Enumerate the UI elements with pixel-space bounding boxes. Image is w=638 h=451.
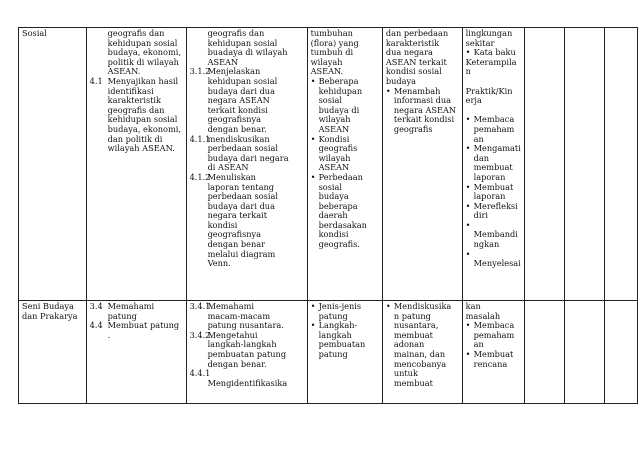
item-text: buadaya di wilayah [207,47,288,58]
item-line: • Menambah [393,85,441,96]
item-text: karakteristik [107,95,162,106]
item-text: patung [107,310,137,321]
item-line: mencobanya [393,358,447,369]
item-text: Menyajikan hasil [107,75,179,86]
item-text: geografis dan [207,28,265,38]
item-text: perbedaan sosial [207,191,278,202]
subject-cell [19,301,87,404]
item-line: kondisi [318,229,349,240]
item-text: Memahami [107,301,155,311]
list-item [466,302,521,321]
item-line: • Membandi [473,229,518,240]
penilaian-cell [462,28,524,301]
item-line: sekitar [465,37,495,48]
list-item [466,29,521,48]
materi-cell [307,301,382,404]
item-number: 3.4 [89,301,103,311]
item-text: terkait kondisi [207,104,268,115]
item-line: untuk [393,368,418,379]
item-text: Menjelaskan [207,66,261,77]
item-number: 4.4.1 [189,368,211,379]
item-line: sosial [318,181,343,192]
item-line: n [465,66,471,77]
item-number: 4.4 [89,320,103,331]
item-text: budaya, ekonomi, [107,47,181,58]
item-number: 4.1.2 [189,171,211,182]
item-number: 3.1.2 [189,66,211,77]
item-line: terkait kondisi [393,114,455,125]
item-line: tumbuh di [310,47,354,58]
item-line: patung [318,310,348,321]
item-line: mainan, dan [393,348,446,359]
item-text: dan politik di [107,133,163,144]
item-line: wilayah [318,152,351,163]
penilaian-cell [462,301,524,404]
item-text: mendiskusikan [207,133,270,144]
item-text: kehidupan sosial [107,37,178,48]
item-text: macam-macam [207,310,271,321]
item-text: negara ASEAN [207,95,270,106]
item-line: membuat [393,329,433,340]
item-line: geografis [318,143,358,154]
item-line: karakteristik [385,37,440,48]
item-text: ASEAN [207,56,239,67]
item-line: negara ASEAN [393,104,457,115]
kd-cell [86,301,186,404]
item-text: kehidupan sosial [207,37,278,48]
item-text: patung nusantara. [207,320,284,331]
subject-label: dan Prakarya [22,310,78,321]
item-number: 3.4.2. [189,329,213,340]
bullet-item [466,183,521,202]
item-line: dan perbedaan [385,28,449,38]
item-line: Praktik/Kin [465,85,513,96]
item-line: • Membuat [473,348,514,359]
item-text: negara terkait [207,210,268,221]
item-line: adonan [393,339,425,350]
bullet-item [311,302,379,321]
item-line: laporan [473,171,506,182]
list-item [386,29,459,87]
item-line: • Membaca [473,320,515,331]
item-text: Memahami [207,301,254,311]
item-line: pemaham [473,123,515,134]
item-line: ngkan [473,239,500,250]
kd-cell [86,28,186,301]
item-text: melalui diagram [207,248,276,259]
item-line: budaya [385,75,416,86]
item-line: kehidupan [318,85,363,96]
item-number: 4.1 [89,75,103,86]
item-line: rencana [473,358,508,369]
subject-label: Sosial [22,28,47,38]
subject-label: Seni Budaya [22,301,74,311]
item-text: Venn. [207,258,231,269]
item-line: Keterampila [465,56,517,67]
item-line: • Merefleksi [473,200,518,211]
empty-cell [564,28,604,301]
item-text: geografis dan [107,28,165,38]
item-line: diri [473,210,489,221]
item-line: berdasakan [318,219,367,230]
bullet-item [466,202,521,221]
item-line: • Jenis-jenis [318,301,362,311]
item-line: nusantara, [393,320,439,331]
item-text: langkah-langkah [207,339,277,350]
item-line: membuat [393,377,433,388]
bullet-item [466,115,521,144]
item-text: identifikasi [107,85,154,96]
table-row [19,301,638,404]
item-line: ASEAN [318,162,350,173]
bullet-item [311,321,379,359]
item-line: • Membaca [473,114,515,125]
bullet-item [466,221,521,250]
item-line: wilayah [310,56,343,67]
item-line: pembuatan [318,339,366,350]
empty-cell [604,301,637,404]
item-text: Menuliskan [207,171,256,182]
item-line: an [473,339,484,350]
text-line [190,379,304,389]
item-text: kehidupan sosial [107,114,178,125]
item-text: dengan benar. [207,123,267,134]
item-line: patung [318,348,348,359]
item-line: geografis. [318,239,360,250]
item-line: (flora) yang [310,37,359,48]
item-line: masalah [465,310,501,321]
item-text: Membuat patung [107,320,180,331]
item-line: • Mengamati [473,143,521,154]
lesson-plan-table [18,27,638,404]
item-text: geografisnya [207,229,262,240]
item-line: pemaham [473,329,515,340]
item-text: wilayah ASEAN. [107,143,175,154]
bullet-item [386,87,459,135]
item-line: • Kata baku [473,47,516,58]
item-text: geografis dan [107,104,165,115]
item-text: kehidupan sosial [207,75,278,86]
item-text: laporan tentang [207,181,274,192]
indikator-cell [186,28,307,301]
item-text: . [107,329,111,340]
item-line: membuat [473,162,513,173]
item-text: dengan benar [207,239,266,250]
item-text: dengan benar. [207,358,267,369]
item-line: dan [473,152,490,163]
bullet-item [386,302,459,388]
empty-cell [564,301,604,404]
item-text: pembuatan patung [207,348,287,359]
item-line: sosial [318,95,343,106]
item-text: perbedaan sosial [207,143,278,154]
item-text: budaya dari dua [207,85,275,96]
item-line: lingkungan [465,28,513,38]
item-number: 3.4.1. [189,301,213,311]
item-line: ASEAN [318,123,350,134]
empty-cell [524,28,564,301]
empty-cell [524,301,564,404]
item-line: langkah [318,329,352,340]
item-line: geografis [393,123,433,134]
text-line [90,144,183,154]
item-line: • Membuat [473,181,514,192]
item-line: erja [465,95,482,106]
item-line: budaya [318,191,349,202]
item-line: tumbuhan [310,28,353,38]
empty-cell [604,28,637,301]
item-line: kan [465,301,481,311]
bullet-item [466,321,521,350]
bullet-item [466,350,521,369]
bullet-item [466,250,521,269]
item-text: kondisi [207,219,238,230]
item-text: geografisnya [207,114,262,125]
item-text: budaya dari dua [207,200,275,211]
item-line: budaya di [318,104,360,115]
item-text: ASEAN. [107,66,141,77]
materi-cell [307,28,382,301]
item-line: • Beberapa [318,75,359,86]
item-text: Mengidentifikasika [207,377,288,388]
list-item [466,58,521,77]
item-line: • Mendiskusika [393,301,452,311]
item-text: politik di wilayah [107,56,179,67]
text-line [190,259,304,269]
item-line: • Langkah- [318,320,358,331]
item-line: kondisi sosial [385,66,442,77]
item-line: laporan [473,191,506,202]
subject-cell [19,28,87,301]
list-item [311,29,379,77]
bullet-item [311,135,379,173]
bullet-item [466,144,521,182]
indikator-cell [186,301,307,404]
item-line: n patung [393,310,431,321]
item-line: • Kondisi [318,133,350,144]
text-line [90,321,183,331]
item-line: ASEAN terkait [385,56,447,67]
item-text: budaya dari negara [207,152,289,163]
item-line: beberapa [318,200,358,211]
item-line: ASEAN. [310,66,344,77]
item-number: 4.1.1 [189,133,211,144]
item-text: budaya, ekonomi, [107,123,181,134]
kegiatan-cell [382,301,462,404]
item-line: informasi dua [393,95,452,106]
table-row [19,28,638,301]
item-line: an [473,133,484,144]
bullet-item [466,48,521,58]
item-line: dua negara [385,47,433,58]
kegiatan-cell [382,28,462,301]
item-text: di ASEAN [207,162,249,173]
item-text: Mengetahui [207,329,258,340]
bullet-item [311,77,379,135]
item-line: wilayah [318,114,351,125]
item-line: daerah [318,210,348,221]
item-line: • Menyelesai [473,258,521,269]
bullet-item [311,173,379,250]
item-line: • Perbedaan [318,171,363,182]
text-line [90,331,183,341]
list-item [466,87,521,106]
